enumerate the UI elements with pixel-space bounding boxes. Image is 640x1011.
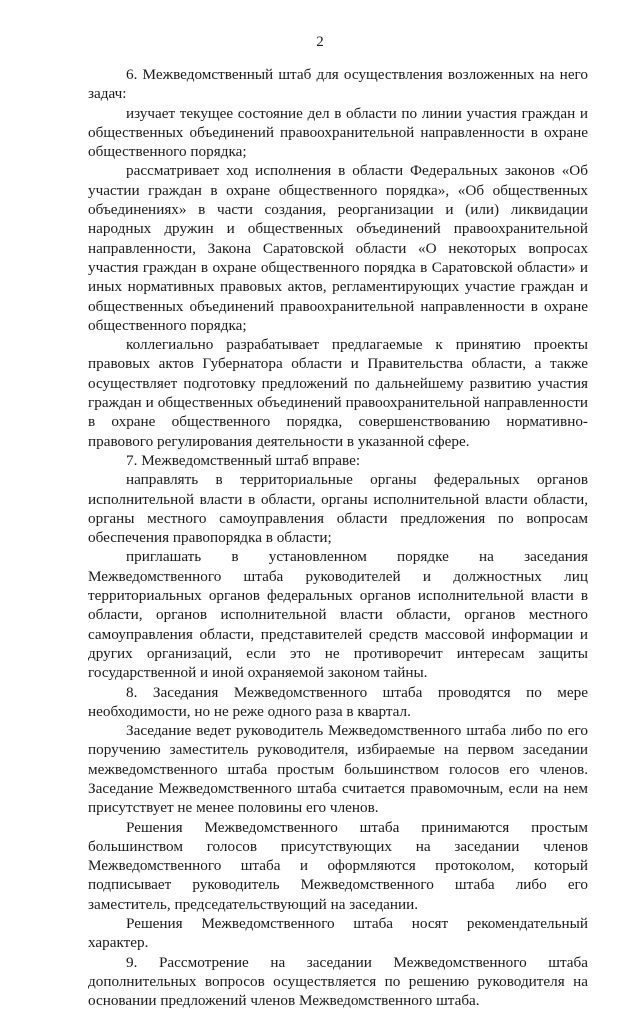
paragraph-sends-proposals: направлять в территориальные органы федеральных органов исполнительной власти в области, органы исполнительной власти области, органы местного самоуправления области предложения по вопросам обеспечения правопорядка в области;: [88, 471, 588, 547]
paragraph-meeting-chair: Заседание ведет руководитель Межведомственного штаба либо по его поручению заместитель руководителя, избираемые на первом заседании межведомственного штаба простым большинством голосов его членов. Заседание Межведомственного штаба считается правомочным, если на нем присутствует не менее половины его членов.: [88, 722, 588, 817]
paragraph-item-6-heading: 6. Межведомственный штаб для осуществления возложенных на него задач:: [88, 66, 588, 103]
paragraph-item-7-heading: 7. Межведомственный штаб вправе:: [126, 451, 361, 469]
paragraph-develops-draft-acts: коллегиально разрабатывает предлагаемые к принятию проекты правовых актов Губернатора области и Правительства области, а также осуществляет подготовку предложений по дальнейшему развитию участия граждан и общественных объединений правоохранительной направленности в охране общественного порядка, совершенствованию нормативно-правового регулирования деятельности в указанной сфере.: [88, 336, 588, 450]
paragraph-invites-officials: приглашать в установленном порядке на заседания Межведомственного штаба руководителей и должностных лиц территориальных органов федеральных органов исполнительной власти в области, органов исполнительной власти области, органов местного самоуправления области, представителей средств массовой информации и других организаций, если это не противоречит интересам защиты государственной и иной охраняемой законом тайны.: [88, 548, 588, 682]
paragraph-decisions-advisory: Решения Межведомственного штаба носят рекомендательный характер.: [88, 915, 588, 952]
document-body: [88, 65, 588, 1011]
paragraph-item-9-additional-questions: 9. Рассмотрение на заседании Межведомственного штаба дополнительных вопросов осуществляется по решению руководителя на основании предложений членов Межведомственного штаба.: [88, 953, 588, 1010]
paragraph-studies-current-state: изучает текущее состояние дел в области по линии участия граждан и общественных объединений правоохранительной направленности в охране общественного порядка;: [88, 104, 588, 161]
page-number: 2: [316, 34, 324, 50]
paragraph-item-8-meetings: 8. Заседания Межведомственного штаба проводятся по мере необходимости, но не реже одного раза в квартал.: [88, 683, 588, 720]
paragraph-reviews-laws-execution: рассматривает ход исполнения в области Федеральных законов «Об участии граждан в охране общественного порядка», «Об общественных объединениях» в части создания, реорганизации и (или) ликвидации народных дружин и общественных объединений правоохранительной направленности, Закона Саратовской области «О некоторых вопросах участия граждан в охране общественного порядка в Саратовской области» и иных нормативных правовых актов, регламентирующих участие граждан и общественных объединений правоохранительной направленности в охране общественного порядка;: [88, 162, 588, 334]
paragraph-decisions-majority: Решения Межведомственного штаба принимаются простым большинством голосов присутствующих на заседании членов Межведомственного штаба и оформляются протоколом, который подписывает руководитель Межведомственного штаба либо его заместитель, председательствующий на заседании.: [88, 818, 588, 913]
